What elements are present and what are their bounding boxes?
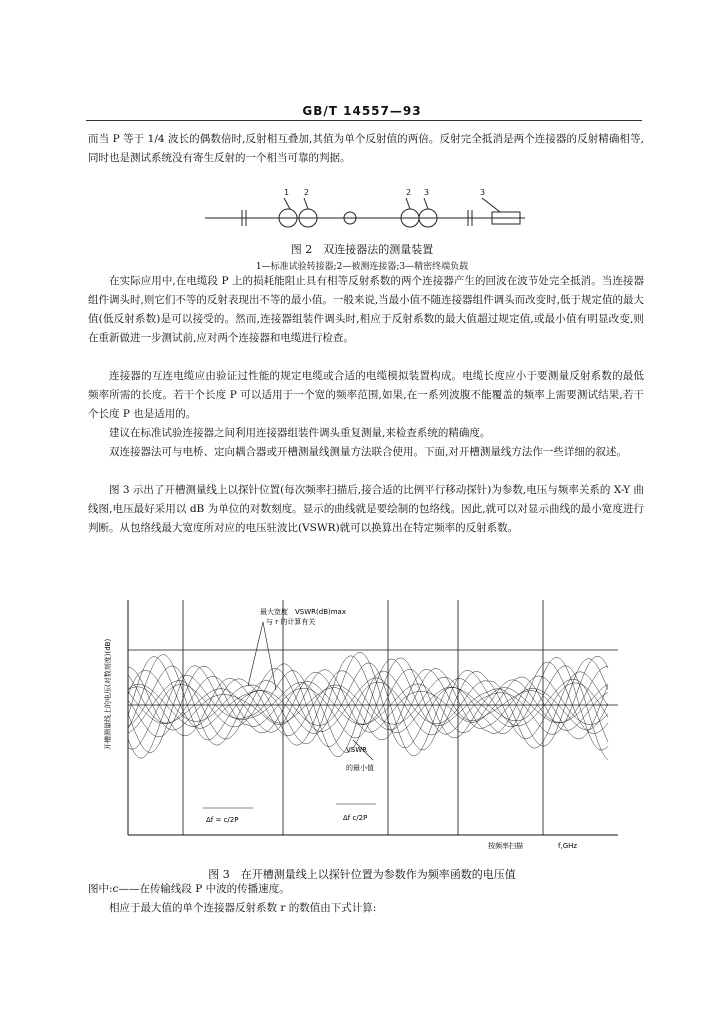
sweep-curve bbox=[128, 671, 608, 759]
fig2-label-1: 1 bbox=[284, 188, 290, 197]
paragraph-2: 在实际应用中,在电缆段 P 上的损耗能阻止具有相等反射系数的两个连接器产生的回波在波节处完全抵消。当连接器组件调头时,则它们不等的反射表现出不等的最小值。一般来说,当最小值不随连接器组件调头而改变时,低于规定值的最大值(低反射系数)是可以接受的。然而,连接器组装件调头时,相应于反射系数的最大值超过规定值,或最小值有明显改变,则在重新做进一步测试前,应对两个连接器和电缆进行检查。 bbox=[88, 275, 645, 344]
sweep-curve bbox=[128, 667, 608, 732]
figure-3-plot bbox=[88, 590, 628, 860]
x-axis-prefix: 按频率扫描 bbox=[488, 842, 523, 850]
paragraph-6: 图 3 示出了开槽测量线上以探针位置(每次频率扫描后,接合适的比例平行移动探针)为参数,电压与频率关系的 X-Y 曲线图,电压最好采用以 dB 为单位的对数刻度。显示的曲线就是要绘制的包络线。因此,就可以对显示曲线的最小宽度进行判断。从包络线最大宽度所对应的电压驻波比(VSWR)就可以换算出在特定频率的反射系数。 bbox=[88, 484, 644, 534]
figure-3-note: 图中:c——在传输线段 P 中波的传播速度。 bbox=[88, 883, 290, 895]
annot-df1: Δf = c/2P bbox=[206, 816, 239, 824]
sweep-curve bbox=[128, 656, 608, 738]
sweep-curve bbox=[128, 663, 608, 760]
fig2-label-3b: 3 bbox=[480, 188, 486, 197]
annot-min-2: 的最小值 bbox=[346, 764, 374, 772]
fig2-label-2b: 2 bbox=[406, 188, 412, 197]
sweep-curve bbox=[128, 670, 608, 745]
fig2-label-3a: 3 bbox=[424, 188, 430, 197]
sweep-curve bbox=[128, 659, 608, 753]
paragraph-4: 建议在标准试验连接器之间利用连接器组装件调头重复测量,来检查系统的精确度。 bbox=[109, 427, 491, 439]
fig2-label-2a: 2 bbox=[304, 188, 310, 197]
figure-2-diagram bbox=[200, 184, 530, 244]
paragraph-3: 连接器的互连电缆应由验证过性能的规定电缆或合适的电缆模拟装置构成。电缆长度应小于要测量反射系数的最低频率所需的长度。若干个长度 P 可以适用于一个宽的频率范围,如果,在一系列波腹不能覆盖的频率上需要测试结果,若干个长度 P 也是适用的。 bbox=[88, 370, 644, 420]
figure-3-chart bbox=[88, 590, 628, 860]
annot-min-1: VSWR bbox=[346, 746, 368, 754]
x-axis-label: f,GHz bbox=[558, 842, 578, 850]
header-rule bbox=[86, 120, 642, 121]
figure-2-note: 1—标准试验转接器;2—被测连接器;3—精密终端负载 bbox=[255, 262, 469, 272]
page-header: GB/T 14557—93 bbox=[302, 104, 422, 118]
figure-3-caption: 图 3 在开槽测量线上以探针位置为参数作为频率函数的电压值 bbox=[208, 868, 516, 881]
paragraph-1: 而当 P 等于 1/4 波长的偶数倍时,反射相互叠加,其值为单个反射值的两倍。反射完全抵消是两个连接器的反射精确相等,同时也是测试系统没有寄生反射的一个相当可靠的判据。 bbox=[88, 133, 644, 164]
figure-2-caption: 图 2 双连接器法的测量装置 bbox=[290, 243, 434, 256]
sweep-curve bbox=[128, 652, 608, 750]
y-axis-label: 开槽测量线上的电压(对数刻度)(dB) bbox=[104, 638, 112, 750]
paragraph-5: 双连接器法可与电桥、定向耦合器或开槽测量线测量方法联合使用。下面,对开槽测量线方法作一些详细的叙述。 bbox=[109, 446, 627, 458]
annot-max-2: 与 r 的计算有关 bbox=[266, 618, 316, 626]
annot-max-1: 最大宽度 VSWR(dB)max bbox=[260, 608, 346, 616]
paragraph-7: 相应于最大值的单个连接器反射系数 r 的数值由下式计算: bbox=[109, 902, 377, 914]
annot-df2: Δf c/2P bbox=[343, 814, 368, 822]
